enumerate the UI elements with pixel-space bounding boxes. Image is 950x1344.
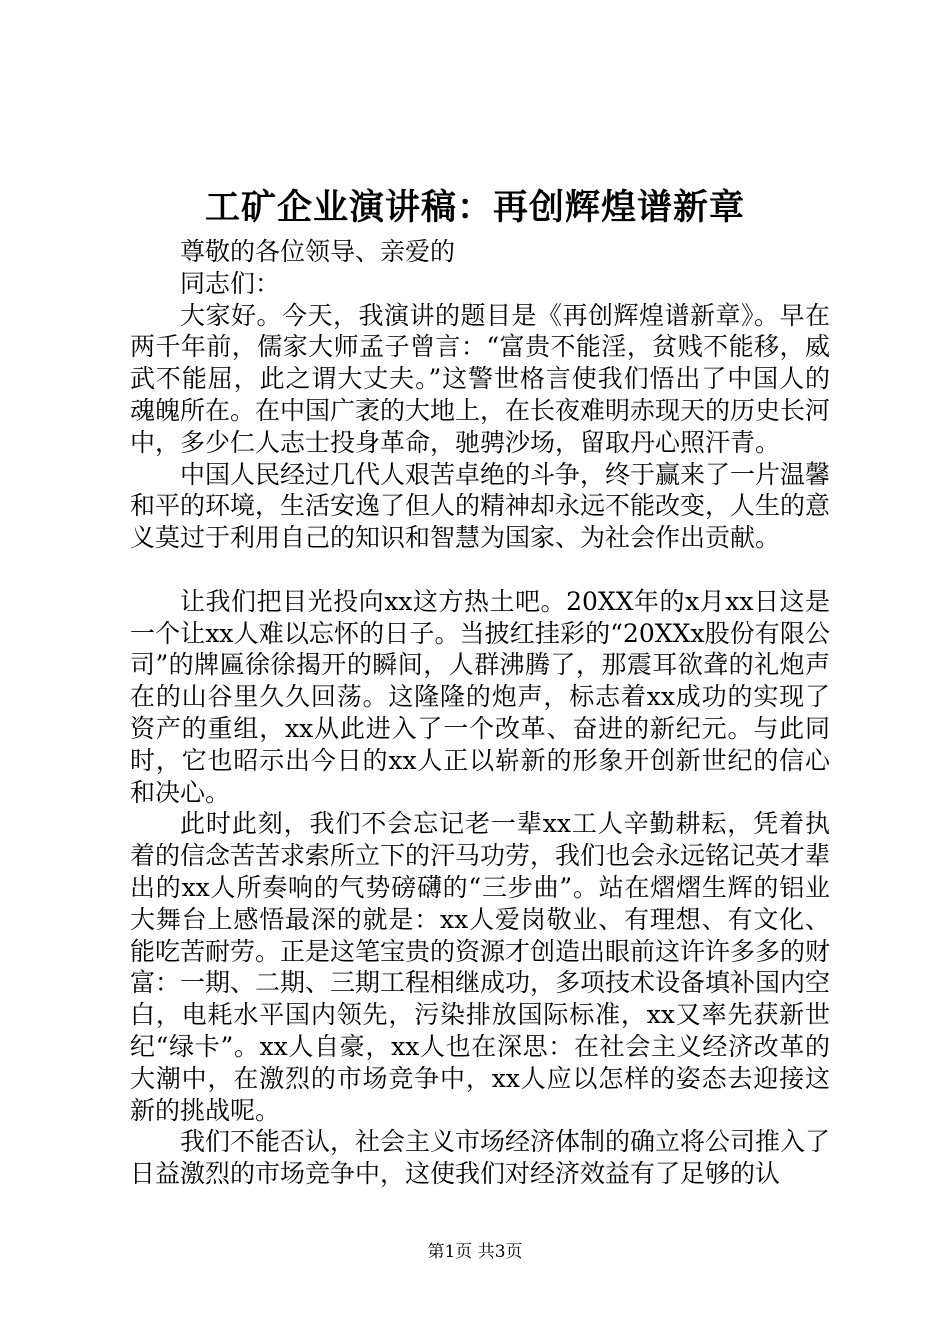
paragraph-1: 大家好。今天，我演讲的题目是《再创辉煌谱新章》。早在两千年前，儒家大师孟子曾言：“富贵不能淫，贫贱不能移，威武不能屈，此之谓大丈夫。”这警世格言使我们悟出了中国人的魂魄所在。在中国广袤的大地上，在长夜难明赤现天的历史长河中，多少仁人志士投身革命，驰骋沙场，留取丹心照汗青。 bbox=[130, 300, 831, 457]
salutation-line-1: 尊敬的各位领导、亲爱的 bbox=[180, 237, 456, 266]
page-footer bbox=[0, 1240, 950, 1264]
document-title: 工矿企业演讲稿：再创辉煌谱新章 bbox=[204, 187, 745, 228]
paragraph-2: 中国人民经过几代人艰苦卓绝的斗争，终于赢来了一片温馨和平的环境，生活安逸了但人的精神却永远不能改变，人生的意义莫过于利用自己的知识和智慧为国家、为社会作出贡献。 bbox=[130, 459, 831, 553]
salutation-line-2: 同志们： bbox=[180, 268, 281, 298]
document-body bbox=[130, 236, 830, 1190]
paragraph-3: 让我们把目光投向xx这方热土吧。20XX年的x月xx日这是一个让xx人难以忘怀的日子。当披红挂彩的“20XXx股份有限公司”的牌匾徐徐揭开的瞬间，人群沸腾了，那震耳欲聋的礼炮声在的山谷里久久回荡。这隆隆的炮声，标志着xx成功的实现了资产的重组，xx从此进入了一个改革、奋进的新纪元。与此同时，它也昭示出今日的xx人正以崭新的形象开创新世纪的信心和决心。 bbox=[130, 586, 830, 807]
paragraph-5: 我们不能否认，社会主义市场经济体制的确立将公司推入了日益激烈的市场竞争中，这使我们对经济效益有了足够的认 bbox=[130, 1127, 831, 1189]
paragraph-4: 此时此刻，我们不会忘记老一辈xx工人辛勤耕耘，凭着执着的信念苦苦求索所立下的汗马功劳，我们也会永远铭记英才辈出的xx人所奏响的气势磅礴的“三步曲”。站在熠熠生辉的铝业大舞台上感悟最深的就是：xx人爱岗敬业、有理想、有文化、能吃苦耐劳。正是这笔宝贵的资源才创造出眼前这许许多多的财富：一期、二期、三期工程相继成功，多项技术设备填补国内空白，电耗水平国内领先，污染排放国际标准，xx又率先获新世纪“绿卡”。xx人自豪，xx人也在深思：在社会主义经济改革的大潮中，在激烈的市场竞争中，xx人应以怎样的姿态去迎接这新的挑战呢。 bbox=[130, 809, 831, 1125]
page-indicator: 第1页 共3页 bbox=[427, 1242, 523, 1262]
